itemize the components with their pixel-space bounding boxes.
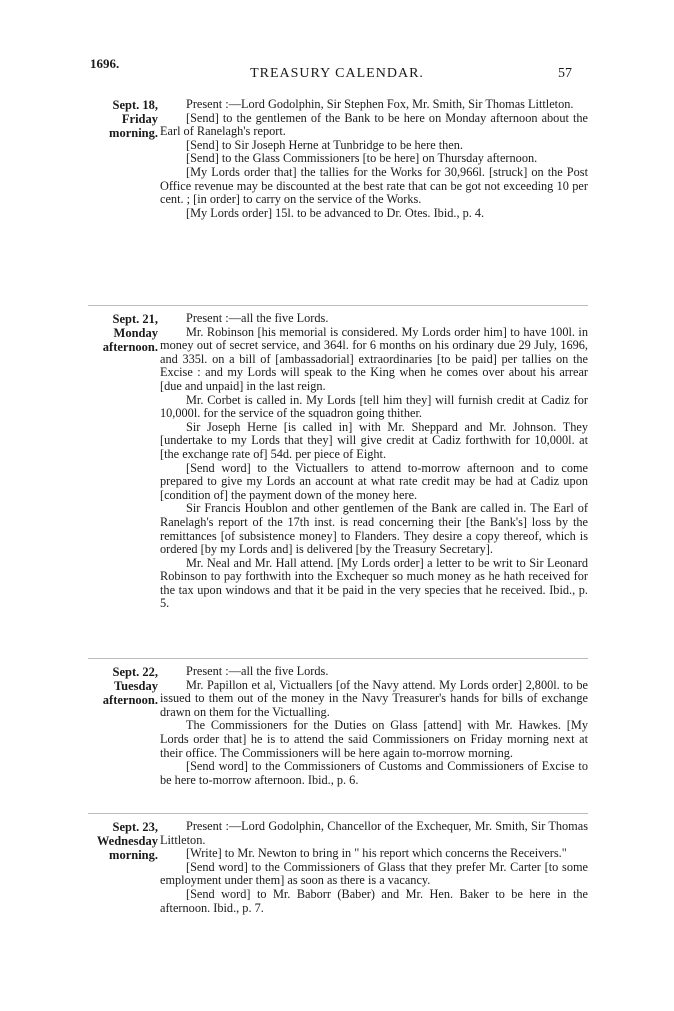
entry-date: Sept. 18, Friday morning.: [109, 98, 158, 140]
entry-paragraph: The Commissioners for the Duties on Glass [attend] with Mr. Hawkes. [My Lords order that] he is to attend the said Commissioners on Friday morning next at their office. The Commissioners will be here again to-morrow morning.: [160, 718, 588, 760]
entry-date: Sept. 21, Monday afternoon.: [102, 312, 158, 354]
entry-paragraph: Mr. Robinson [his memorial is considered. My Lords order him] to have 100l. in money out of secret service, and 364l. for 6 months on his ordinary due 29 July, 1696, and 335l. on a bill of [ambassadorial] extraordinaries [to be paid] per tallies on the Excise : and my Lords will speak to the King when he comes over about his arrear [due and unpaid] in the last reign.: [160, 324, 588, 393]
entry-paragraph: Sir Francis Houblon and other gentlemen of the Bank are called in. The Earl of Ranelagh's report of the 17th inst. is read concerning their [the Bank's] loss by the remittances [of subsistence money] to Flanders. They desire a copy thereof, which is ordered [by my Lords and] is delivered [by the Treasury Secretary].: [160, 501, 588, 557]
entry-divider: [88, 658, 588, 659]
entry-paragraph: Present :—all the five Lords.: [186, 311, 329, 325]
entry-paragraph: Present :—Lord Godolphin, Chancellor of the Exchequer, Mr. Smith, Sir Thomas Littleton.: [160, 819, 588, 847]
entry-body: [160, 312, 588, 611]
entry-date: Sept. 23, Wednesday morning.: [96, 820, 158, 862]
entry-divider: [88, 813, 588, 814]
entry-paragraph: [Send word] to the Victuallers to attend to-morrow afternoon and to come prepared to give my Lords an account at what rate credit may be had at Cadiz upon [condition of] the payment down of the money here.: [160, 460, 588, 502]
entry-body: [160, 98, 588, 220]
entry-paragraph: Present :—all the five Lords.: [186, 664, 329, 678]
entry-paragraph: Mr. Papillon et al, Victuallers [of the Navy attend. My Lords order] 2,800l. to be issued to them out of the money in the Navy Treasurer's hands for bills of exchange drawn on them for the Victualling.: [160, 677, 588, 719]
entry-body: [160, 820, 588, 915]
entry-paragraph: [My Lords order] 15l. to be advanced to Dr. Otes. Ibid., p. 4.: [186, 205, 485, 220]
entry-paragraph: [Send word] to Mr. Baborr (Baber) and Mr. Hen. Baker to be here in the afternoon. Ibid., p. 7.: [160, 886, 588, 915]
year-heading: 1696.: [90, 56, 120, 71]
entry-paragraph: Mr. Corbet is called in. My Lords [tell him they] will furnish credit at Cadiz for 10,000l. for the service of the squadron going thither.: [160, 392, 588, 421]
entry-paragraph: [Send word] to the Commissioners of Customs and Commissioners of Excise to be here to-morrow afternoon. Ibid., p. 6.: [160, 759, 588, 787]
entry-date: Sept. 22, Tuesday afternoon.: [102, 665, 158, 707]
entry-divider: [88, 305, 588, 306]
entry-body: [160, 665, 588, 787]
watermark: [346, 251, 391, 296]
entry-paragraph: Sir Joseph Herne [is called in] with Mr. Sheppard and Mr. Johnson. They [undertake to my Lords that they] will give credit at Cadiz forthwith for 10,000l. at [the exchange rate of] 54d. per piece of Eight.: [160, 419, 588, 461]
entry-paragraph: [Send] to the Glass Commissioners [to be here] on Thursday afternoon.: [186, 151, 538, 166]
entry-paragraph: [Send] to Sir Joseph Herne at Tunbridge to be here then.: [186, 137, 463, 152]
running-title: TREASURY CALENDAR.: [250, 66, 424, 81]
entry-paragraph: Mr. Neal and Mr. Hall attend. [My Lords order] a letter to be writ to Sir Leonard Robinson to pay forthwith into the Exchequer so much money as he hath received for the tax upon windows and that it be paid in the very species that he received. Ibid., p. 5.: [160, 555, 588, 611]
page-number: 57: [558, 66, 572, 81]
entry-paragraph: [Write] to Mr. Newton to bring in " his report which concerns the Receivers.": [186, 846, 567, 861]
entry-paragraph: [My Lords order that] the tallies for the Works for 30,966l. [struck] on the Post Office revenue may be discounted at the best rate that can be got not exceeding 10 per cent. ; [in order] to carry on the service of the Works.: [160, 164, 588, 207]
entry-paragraph: [Send] to the gentlemen of the Bank to be here on Monday afternoon about the Earl of Ranelagh's report.: [160, 110, 588, 139]
entry-paragraph: Present :—Lord Godolphin, Sir Stephen Fox, Mr. Smith, Sir Thomas Littleton.: [186, 97, 574, 111]
entry-paragraph: [Send word] to the Commissioners of Glass that they prefer Mr. Carter [to some employment under them] as soon as there is a vacancy.: [160, 859, 588, 888]
